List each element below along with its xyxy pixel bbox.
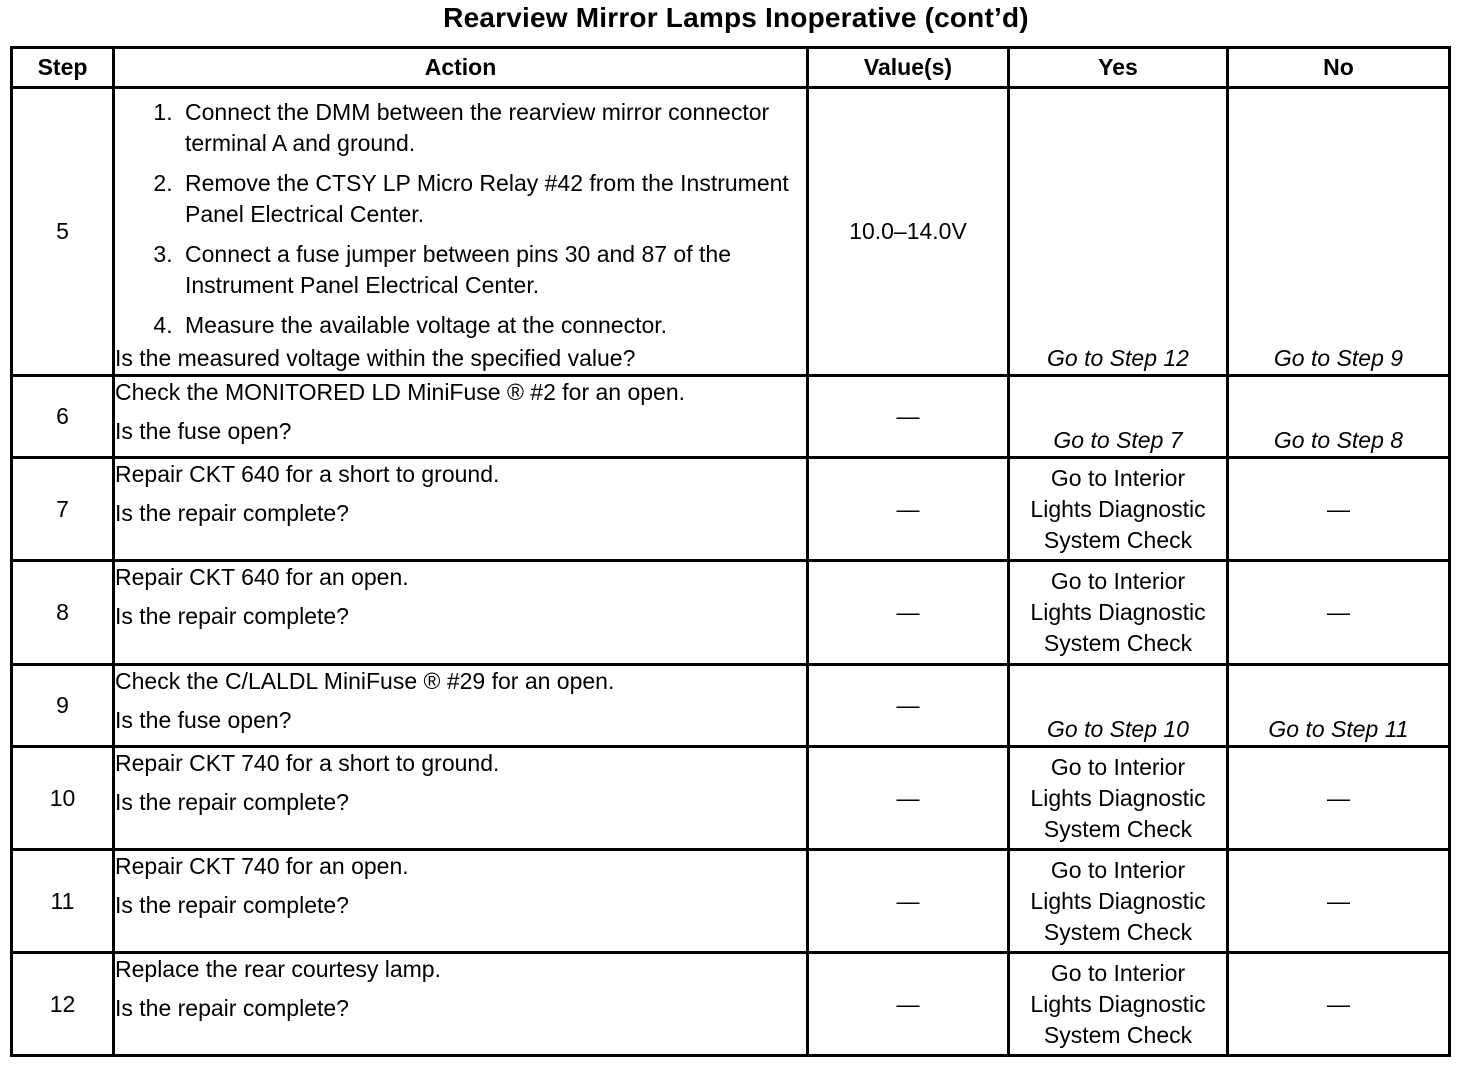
yes-line: Lights Diagnostic — [1030, 495, 1206, 522]
value-cell: — — [808, 561, 1009, 665]
no-cell — [1228, 665, 1450, 747]
yes-line: Go to Interior — [1050, 753, 1186, 780]
no-cell: — — [1228, 953, 1450, 1056]
yes-line: Go to Interior — [1050, 568, 1186, 594]
action-question: Is the fuse open? — [115, 418, 292, 444]
action-text: Repair CKT 740 for an open. — [115, 853, 409, 879]
action-text: Check the C/LALDL MiniFuse ® #29 for an open. — [115, 668, 615, 694]
action-question: Is the repair complete? — [115, 603, 349, 629]
table-row — [12, 953, 1450, 1056]
value-cell: 10.0–14.0V — [808, 88, 1009, 376]
no-cell: — — [1228, 561, 1450, 665]
action-text: Check the MONITORED LD MiniFuse ® #2 for an open. — [115, 379, 686, 405]
yes-cell — [1009, 458, 1228, 561]
yes-line: System Check — [1043, 1021, 1193, 1048]
table-row — [12, 88, 1450, 376]
action-question: Is the measured voltage within the specified value? — [115, 345, 636, 371]
no-cell — [1228, 376, 1450, 458]
step-number: 5 — [12, 88, 114, 376]
list-item: 3. Connect a fuse jumper between pins 30 and 87 of the Instrument Panel Electrical Center. — [179, 239, 806, 301]
action-cell — [114, 850, 808, 953]
yes-cell — [1009, 747, 1228, 850]
header-yes: Yes — [1009, 48, 1228, 88]
table-row — [12, 458, 1450, 561]
yes-line: Go to Interior — [1050, 959, 1186, 986]
action-cell — [114, 88, 808, 376]
action-text: Replace the rear courtesy lamp. — [115, 956, 441, 982]
yes-line: System Check — [1043, 526, 1193, 553]
value-cell: — — [808, 953, 1009, 1056]
step-number: 8 — [12, 561, 114, 665]
header-no: No — [1228, 48, 1450, 88]
action-cell — [114, 561, 808, 665]
header-values: Value(s) — [808, 48, 1009, 88]
value-cell: — — [808, 376, 1009, 458]
yes-line: System Check — [1043, 918, 1193, 945]
step-number: 7 — [12, 458, 114, 561]
step-number: 11 — [12, 850, 114, 953]
value-cell: — — [808, 850, 1009, 953]
yes-line: Lights Diagnostic — [1030, 784, 1206, 811]
yes-goto: Go to Step 10 — [1047, 716, 1189, 742]
action-text: Repair CKT 740 for a short to ground. — [115, 750, 500, 776]
no-cell: — — [1228, 458, 1450, 561]
header-step: Step — [12, 48, 114, 88]
action-question: Is the repair complete? — [115, 995, 349, 1021]
value-cell: — — [808, 747, 1009, 850]
table-row — [12, 561, 1450, 665]
table-row — [12, 376, 1450, 458]
action-question: Is the repair complete? — [115, 500, 349, 526]
yes-line: Lights Diagnostic — [1030, 990, 1206, 1017]
action-question: Is the repair complete? — [115, 789, 349, 815]
action-text: Repair CKT 640 for an open. — [115, 564, 409, 590]
table-row — [12, 850, 1450, 953]
yes-cell — [1009, 561, 1228, 665]
action-text: Repair CKT 640 for a short to ground. — [115, 461, 500, 487]
yes-line: Go to Interior — [1050, 464, 1186, 491]
yes-line: Lights Diagnostic — [1030, 599, 1206, 625]
list-item: 2. Remove the CTSY LP Micro Relay #42 from the Instrument Panel Electrical Center. — [179, 168, 806, 230]
table-row — [12, 665, 1450, 747]
action-cell — [114, 953, 808, 1056]
yes-cell — [1009, 953, 1228, 1056]
action-cell — [114, 747, 808, 850]
diagnostic-table — [10, 46, 1451, 1057]
yes-line: System Check — [1043, 630, 1193, 656]
yes-cell — [1009, 850, 1228, 953]
no-goto: Go to Step 11 — [1268, 716, 1409, 742]
yes-goto: Go to Step 12 — [1047, 345, 1189, 371]
step-number: 9 — [12, 665, 114, 747]
no-goto: Go to Step 9 — [1273, 345, 1404, 371]
yes-line: Lights Diagnostic — [1030, 887, 1206, 914]
header-action: Action — [114, 48, 808, 88]
yes-cell — [1009, 88, 1228, 376]
no-cell: — — [1228, 850, 1450, 953]
header-row — [12, 48, 1450, 88]
step-number: 10 — [12, 747, 114, 850]
step-number: 12 — [12, 953, 114, 1056]
list-item: 4. Measure the available voltage at the connector. — [179, 310, 806, 341]
action-question: Is the fuse open? — [115, 707, 292, 733]
yes-line: System Check — [1043, 815, 1193, 842]
no-cell — [1228, 88, 1450, 376]
yes-goto: Go to Step 7 — [1053, 427, 1183, 453]
action-steps-list — [115, 97, 806, 341]
yes-line: Go to Interior — [1050, 856, 1186, 883]
value-cell: — — [808, 458, 1009, 561]
action-cell — [114, 665, 808, 747]
step-number: 6 — [12, 376, 114, 458]
no-cell: — — [1228, 747, 1450, 850]
list-item: 1. Connect the DMM between the rearview mirror connector terminal A and ground. — [179, 97, 806, 159]
table-row — [12, 747, 1450, 850]
action-question: Is the repair complete? — [115, 892, 349, 918]
action-cell — [114, 458, 808, 561]
value-cell: — — [808, 665, 1009, 747]
no-goto: Go to Step 8 — [1273, 427, 1404, 453]
action-cell — [114, 376, 808, 458]
yes-cell — [1009, 376, 1228, 458]
yes-cell — [1009, 665, 1228, 747]
page-title: Rearview Mirror Lamps Inoperative (cont’d) — [443, 2, 1029, 33]
